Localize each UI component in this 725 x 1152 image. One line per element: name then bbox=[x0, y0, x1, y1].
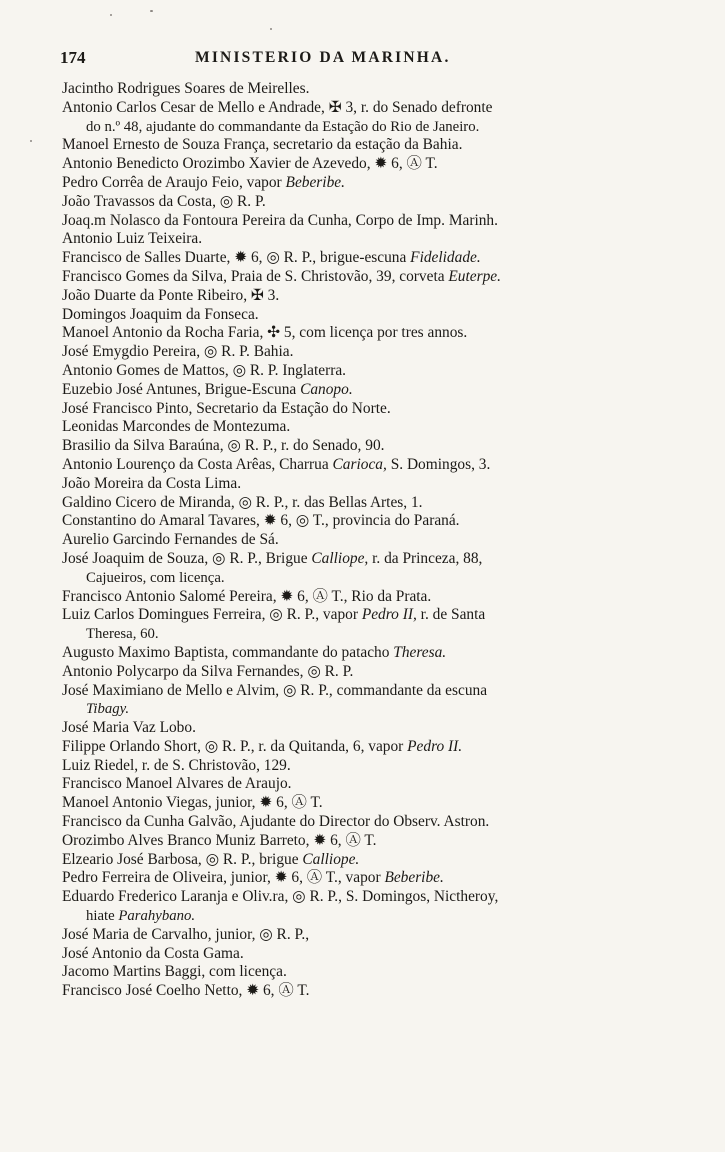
running-title: MINISTERIO DA MARINHA. bbox=[195, 49, 451, 66]
italic-segment: Beberibe. bbox=[285, 173, 345, 191]
text-segment: Francisco Manoel Alvares de Araujo. bbox=[62, 775, 292, 793]
italic-segment: Calliope. bbox=[302, 850, 360, 868]
list-entry bbox=[62, 963, 652, 982]
list-entry bbox=[62, 644, 652, 663]
page-header bbox=[60, 48, 660, 74]
text-segment: João Duarte da Ponte Ribeiro, ✠ 3. bbox=[62, 286, 280, 304]
list-entry bbox=[62, 926, 652, 945]
print-speck bbox=[30, 140, 32, 142]
text-segment: José Maximiano de Mello e Alvim, ◎ R. P., commandante da escuna bbox=[62, 681, 488, 699]
italic-segment: Calliope, bbox=[311, 549, 369, 567]
entry-continuation bbox=[62, 625, 652, 644]
italic-segment: Carioca, bbox=[332, 455, 387, 473]
text-segment: Antonio Luiz Teixeira. bbox=[62, 230, 203, 248]
text-segment: S. Domingos, 3. bbox=[386, 455, 491, 473]
list-entry bbox=[62, 888, 652, 907]
text-segment: Francisco Gomes da Silva, Praia de S. Christovão, 39, corveta bbox=[62, 267, 449, 285]
list-entry bbox=[62, 794, 652, 813]
list-entry bbox=[62, 212, 652, 231]
text-segment: Eduardo Frederico Laranja e Oliv.ra, ◎ R. P., S. Domingos, Nictheroy, bbox=[62, 888, 499, 906]
text-segment: Galdino Cicero de Miranda, ◎ R. P., r. das Bellas Artes, 1. bbox=[62, 493, 423, 511]
text-segment: Brasilio da Silva Baraúna, ◎ R. P., r. do Senado, 90. bbox=[62, 437, 385, 455]
entry-continuation bbox=[62, 700, 652, 719]
list-entry bbox=[62, 249, 652, 268]
list-entry bbox=[62, 136, 652, 155]
text-segment: José Maria Vaz Lobo. bbox=[62, 719, 196, 737]
list-entry bbox=[62, 475, 652, 494]
italic-segment: Fidelidade. bbox=[410, 249, 481, 267]
list-entry bbox=[62, 869, 652, 888]
text-segment: r. de Santa bbox=[416, 606, 486, 624]
text-segment: José Francisco Pinto, Secretario da Estação do Norte. bbox=[62, 399, 391, 417]
text-segment: Leonidas Marcondes de Montezuma. bbox=[62, 418, 291, 436]
text-segment: Luiz Riedel, r. de S. Christovão, 129. bbox=[62, 756, 291, 774]
text-segment: hiate bbox=[86, 908, 119, 925]
text-segment: Aurelio Garcindo Fernandes de Sá. bbox=[62, 531, 279, 549]
text-segment: Antonio Carlos Cesar de Mello e Andrade, ✠ 3, r. do Senado defronte bbox=[62, 98, 493, 116]
italic-segment: Pedro II. bbox=[407, 737, 463, 755]
text-segment: Cajueiros, com licença. bbox=[86, 569, 225, 586]
list-entry bbox=[62, 155, 652, 174]
list-entry bbox=[62, 945, 652, 964]
list-entry bbox=[62, 99, 652, 118]
list-entry bbox=[62, 230, 652, 249]
text-segment: do n.º 48, ajudante do commandante da Estação do Rio de Janeiro. bbox=[86, 118, 480, 135]
italic-segment: Tibagy. bbox=[86, 701, 130, 718]
list-entry bbox=[62, 287, 652, 306]
text-segment: Manoel Antonio Viegas, junior, ✹ 6, Ⓐ T. bbox=[62, 794, 323, 812]
list-entry bbox=[62, 80, 652, 99]
list-entry bbox=[62, 343, 652, 362]
text-segment: Antonio Gomes de Mattos, ◎ R. P. Inglaterra. bbox=[62, 361, 347, 379]
list-entry bbox=[62, 174, 652, 193]
entry-continuation bbox=[62, 907, 652, 926]
list-entry bbox=[62, 682, 652, 701]
list-entry bbox=[62, 268, 652, 287]
list-entry bbox=[62, 719, 652, 738]
list-entry bbox=[62, 512, 652, 531]
text-segment: Luiz Carlos Domingues Ferreira, ◎ R. P., vapor bbox=[62, 606, 362, 624]
list-entry bbox=[62, 362, 652, 381]
list-entry bbox=[62, 306, 652, 325]
text-segment: Manoel Antonio da Rocha Faria, ✣ 5, com licença por tres annos. bbox=[62, 324, 468, 342]
text-segment: Pedro Corrêa de Araujo Feio, vapor bbox=[62, 173, 286, 191]
text-segment: Filippe Orlando Short, ◎ R. P., r. da Quitanda, 6, vapor bbox=[62, 737, 408, 755]
text-segment: José Antonio da Costa Gama. bbox=[62, 944, 244, 962]
list-entry bbox=[62, 531, 652, 550]
list-entry bbox=[62, 437, 652, 456]
list-entry bbox=[62, 738, 652, 757]
list-entry bbox=[62, 982, 652, 1001]
italic-segment: Euterpe. bbox=[448, 267, 501, 285]
entry-continuation bbox=[62, 569, 652, 588]
print-speck bbox=[270, 28, 272, 30]
text-segment: Joaq.m Nolasco da Fontoura Pereira da Cunha, Corpo de Imp. Marinh. bbox=[62, 211, 498, 229]
text-segment: Francisco Antonio Salomé Pereira, ✹ 6, Ⓐ T., Rio da Prata. bbox=[62, 587, 432, 605]
entry-continuation bbox=[62, 118, 652, 137]
list-entry bbox=[62, 775, 652, 794]
text-segment: Domingos Joaquim da Fonseca. bbox=[62, 305, 259, 323]
print-speck bbox=[110, 14, 112, 16]
text-segment: Orozimbo Alves Branco Muniz Barreto, ✹ 6, Ⓐ T. bbox=[62, 831, 377, 849]
text-segment: Euzebio José Antunes, Brigue-Escuna bbox=[62, 380, 301, 398]
text-segment: José Maria de Carvalho, junior, ◎ R. P., bbox=[62, 925, 310, 943]
list-entry bbox=[62, 193, 652, 212]
list-entry bbox=[62, 606, 652, 625]
text-segment: João Moreira da Costa Lima. bbox=[62, 474, 242, 492]
text-segment: Francisco da Cunha Galvão, Ajudante do Director do Observ. Astron. bbox=[62, 813, 490, 831]
text-segment: José Joaquim de Souza, ◎ R. P., Brigue bbox=[62, 549, 312, 567]
italic-segment: Theresa. bbox=[393, 643, 447, 661]
text-segment: Antonio Polycarpo da Silva Fernandes, ◎ R. P. bbox=[62, 662, 354, 680]
list-entry bbox=[62, 550, 652, 569]
italic-segment: Pedro II, bbox=[361, 606, 417, 624]
list-entry bbox=[62, 418, 652, 437]
text-segment: Francisco de Salles Duarte, ✹ 6, ◎ R. P., brigue-escuna bbox=[62, 249, 411, 267]
list-entry bbox=[62, 400, 652, 419]
list-entry bbox=[62, 456, 652, 475]
list-entry bbox=[62, 663, 652, 682]
text-segment: Constantino do Amaral Tavares, ✹ 6, ◎ T., provincia do Paraná. bbox=[62, 512, 460, 530]
text-segment: Theresa, 60. bbox=[86, 626, 159, 643]
list-entry bbox=[62, 757, 652, 776]
text-segment: Antonio Lourenço da Costa Arêas, Charrua bbox=[62, 455, 333, 473]
list-entry bbox=[62, 851, 652, 870]
list-entry bbox=[62, 588, 652, 607]
italic-segment: Beberibe. bbox=[384, 869, 444, 887]
italic-segment: Canopo. bbox=[300, 380, 353, 398]
text-segment: Manoel Ernesto de Souza França, secretario da estação da Bahia. bbox=[62, 136, 463, 154]
text-segment: Jacintho Rodrigues Soares de Meirelles. bbox=[62, 80, 310, 97]
list-entry bbox=[62, 813, 652, 832]
name-list bbox=[62, 80, 652, 1001]
list-entry bbox=[62, 494, 652, 513]
text-segment: Jacomo Martins Baggi, com licença. bbox=[62, 963, 287, 981]
list-entry bbox=[62, 381, 652, 400]
text-segment: Antonio Benedicto Orozimbo Xavier de Azevedo, ✹ 6, Ⓐ T. bbox=[62, 155, 438, 173]
list-entry bbox=[62, 324, 652, 343]
list-entry bbox=[62, 832, 652, 851]
text-segment: Francisco José Coelho Netto, ✹ 6, Ⓐ T. bbox=[62, 982, 310, 1000]
italic-segment: Parahybano. bbox=[118, 908, 196, 925]
print-speck bbox=[150, 10, 153, 12]
text-segment: Augusto Maximo Baptista, commandante do patacho bbox=[62, 643, 394, 661]
text-segment: João Travassos da Costa, ◎ R. P. bbox=[62, 192, 266, 210]
text-segment: Pedro Ferreira de Oliveira, junior, ✹ 6, Ⓐ T., vapor bbox=[62, 869, 385, 887]
text-segment: r. da Princeza, 88, bbox=[368, 549, 483, 567]
page-number: 174 bbox=[60, 48, 86, 67]
text-segment: Elzeario José Barbosa, ◎ R. P., brigue bbox=[62, 850, 303, 868]
text-segment: José Emygdio Pereira, ◎ R. P. Bahia. bbox=[62, 343, 294, 361]
